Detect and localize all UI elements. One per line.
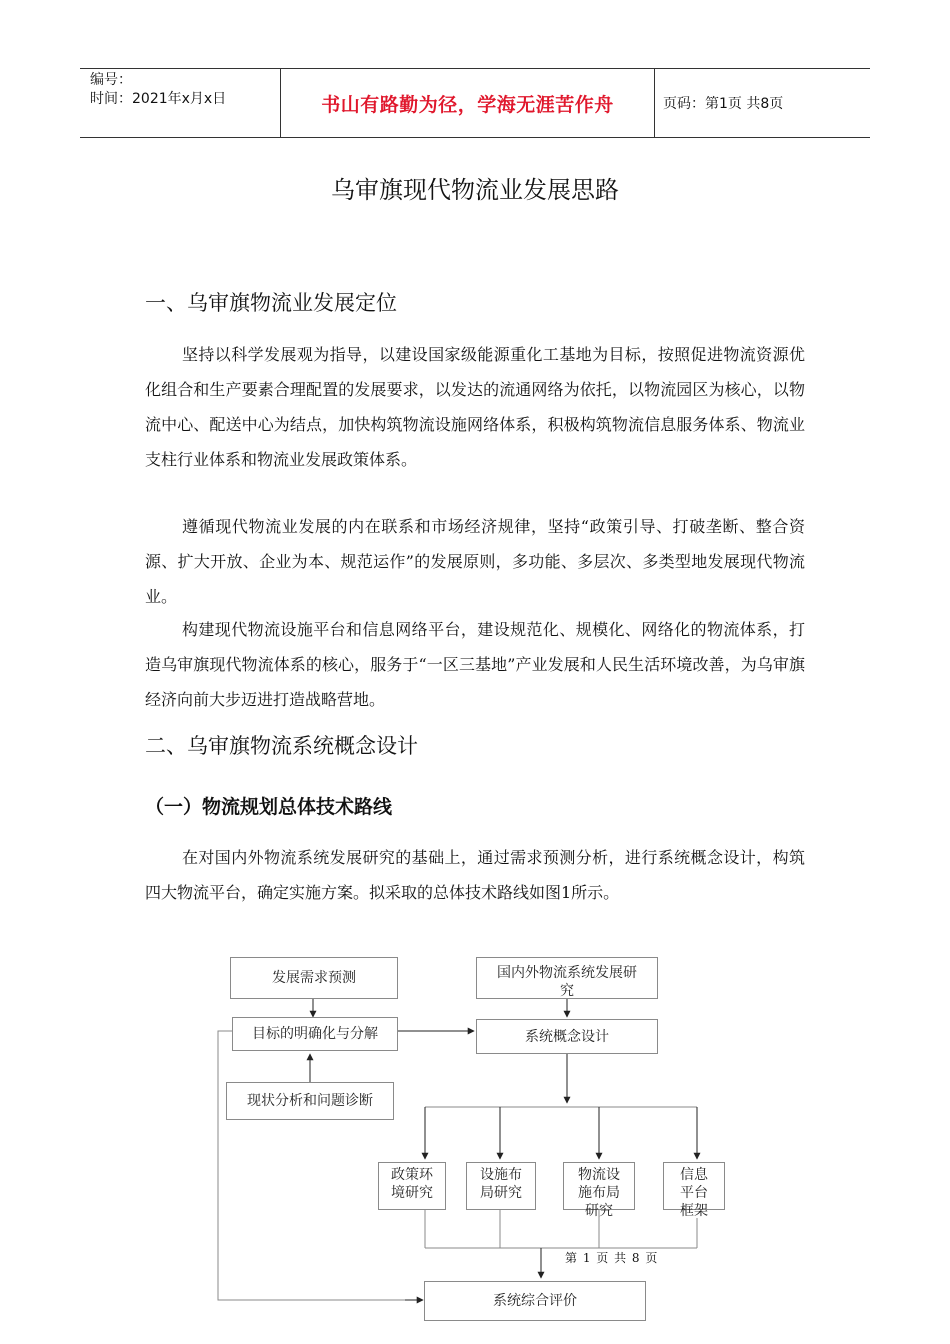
box-info-platform: 信息平台框架 (663, 1162, 725, 1210)
header-page-info: 页码：第1页 共8页 (663, 96, 784, 112)
box-policy-research: 政策环境研究 (378, 1162, 446, 1210)
section2-heading: 二、乌审旗物流系统概念设计 (145, 734, 418, 758)
box-demand-forecast: 发展需求预测 (230, 957, 398, 999)
box-concept-design: 系统概念设计 (476, 1019, 658, 1054)
time-label: 时间：2021年x月x日 (90, 91, 227, 107)
header-motto: 书山有路勤为径，学海无涯苦作舟 (281, 69, 655, 137)
box-domestic-research: 国内外物流系统发展研究 (476, 957, 658, 999)
page-footer: 第 1 页 共 8 页 (565, 1251, 659, 1265)
section2-subheading: （一）物流规划总体技术路线 (145, 796, 393, 818)
section1-paragraph-2: 遵循现代物流业发展的内在联系和市场经济规律，坚持“政策引导、打破垄断、整合资源、扩大开放、企业为本、规范运作”的发展原则，多功能、多层次、多类型地发展现代物流业。 (145, 517, 805, 606)
document-title: 乌审旗现代物流业发展思路 (331, 176, 619, 204)
box-goal-definition: 目标的明确化与分解 (232, 1017, 398, 1051)
number-label: 编号： (90, 72, 132, 88)
box-facility-layout: 设施布局研究 (466, 1162, 536, 1210)
box-logistics-layout: 物流设施布局研究 (563, 1162, 635, 1210)
section2-paragraph: 在对国内外物流系统发展研究的基础上，通过需求预测分析，进行系统概念设计，构筑四大物流平台，确定实施方案。拟采取的总体技术路线如图1所示。 (145, 848, 805, 902)
section1-paragraph-1: 坚持以科学发展观为指导，以建设国家级能源重化工基地为目标，按照促进物流资源优化组合和生产要素合理配置的发展要求，以发达的流通网络为依托，以物流园区为核心，以物流中心、配送中心为结点，加快构筑物流设施网络体系，积极构筑物流信息服务体系、物流业支柱行业体系和物流业发展政策体系。 (145, 345, 805, 469)
box-evaluation: 系统综合评价 (424, 1281, 646, 1321)
box-status-analysis: 现状分析和问题诊断 (226, 1082, 394, 1120)
section1-paragraph-3: 构建现代物流设施平台和信息网络平台，建设规范化、规模化、网络化的物流体系，打造乌审旗现代物流体系的核心，服务于“一区三基地”产业发展和人民生活环境改善，为乌审旗经济向前大步迈进打造战略营地。 (145, 620, 805, 709)
section1-heading: 一、乌审旗物流业发展定位 (145, 291, 397, 315)
